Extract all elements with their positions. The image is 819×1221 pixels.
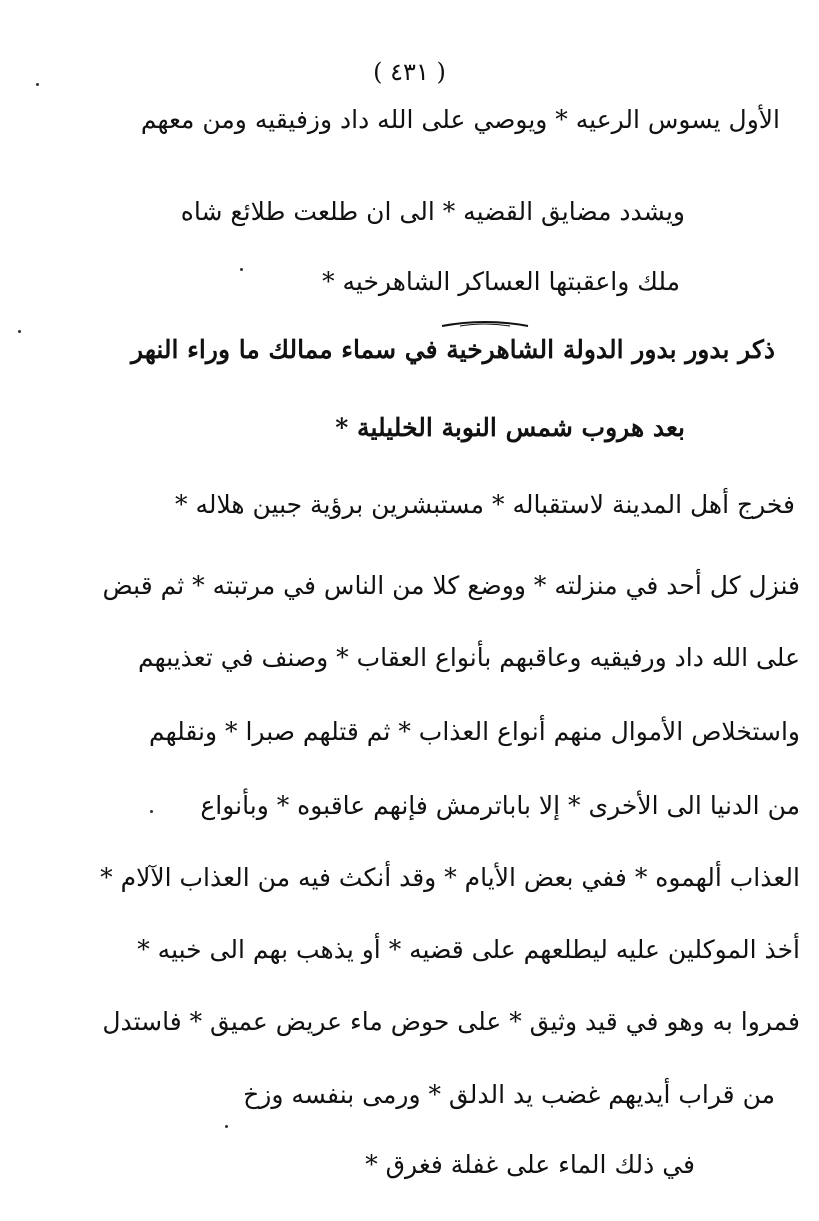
chapter-heading-line-1: ذكر بدور بدور الدولة الشاهرخية في سماء ممالك ما وراء النهر (131, 335, 775, 364)
speck-4 (225, 1125, 228, 1128)
text-line-8: من الدنيا الى الأخرى * إلا باباترمش فإنهم عاقبوه * وبأنواع (200, 791, 800, 820)
text-line-6: على الله داد ورفيقيه وعاقبهم بأنواع العقاب * وصنف في تعذيبهم (138, 643, 800, 672)
text-line-12: من قراب أيديهم غضب يد الدلق * ورمى بنفسه وزخ (243, 1080, 775, 1109)
text-line-11: فمروا به وهو في قيد وثيق * على حوض ماء عريض عميق * فاستدل (102, 1007, 800, 1036)
text-line-13: في ذلك الماء على غفلة فغرق * (365, 1150, 695, 1179)
text-line-9: العذاب ألهموه * ففي بعض الأيام * وقد أنكث فيه من العذاب الآلام * (100, 863, 800, 892)
text-line-10: أخذ الموكلين عليه ليطلعهم على قضيه * أو يذهب بهم الى خبيه * (137, 935, 800, 964)
speck-5 (240, 268, 243, 271)
text-line-3: ملك واعقبتها العساكر الشاهرخيه * (322, 267, 680, 296)
text-line-5: فنزل كل أحد في منزلته * ووضع كلا من الناس في مرتبته * ثم قبض (102, 571, 800, 600)
page-number: ( ٤٣١ ) (373, 58, 446, 86)
text-line-7: واستخلاص الأموال منهم أنواع العذاب * ثم قتلهم صبرا * ونقلهم (148, 717, 800, 746)
text-line-2: ويشدد مضايق القضيه * الى ان طلعت طلائع شاه (180, 197, 685, 226)
speck-2 (18, 330, 21, 333)
text-line-1: الأول يسوس الرعيه * ويوصي على الله داد وزفيقيه ومن معهم (140, 105, 780, 134)
speck-3 (150, 810, 153, 813)
text-line-4: فخرج أهل المدينة لاستقباله * مستبشرين برؤية جبين هلاله * (175, 490, 795, 519)
divider-ornament-icon (440, 320, 530, 330)
chapter-heading-line-2: بعد هروب شمس النوبة الخليلية * (335, 413, 685, 442)
speck-1 (36, 83, 39, 86)
